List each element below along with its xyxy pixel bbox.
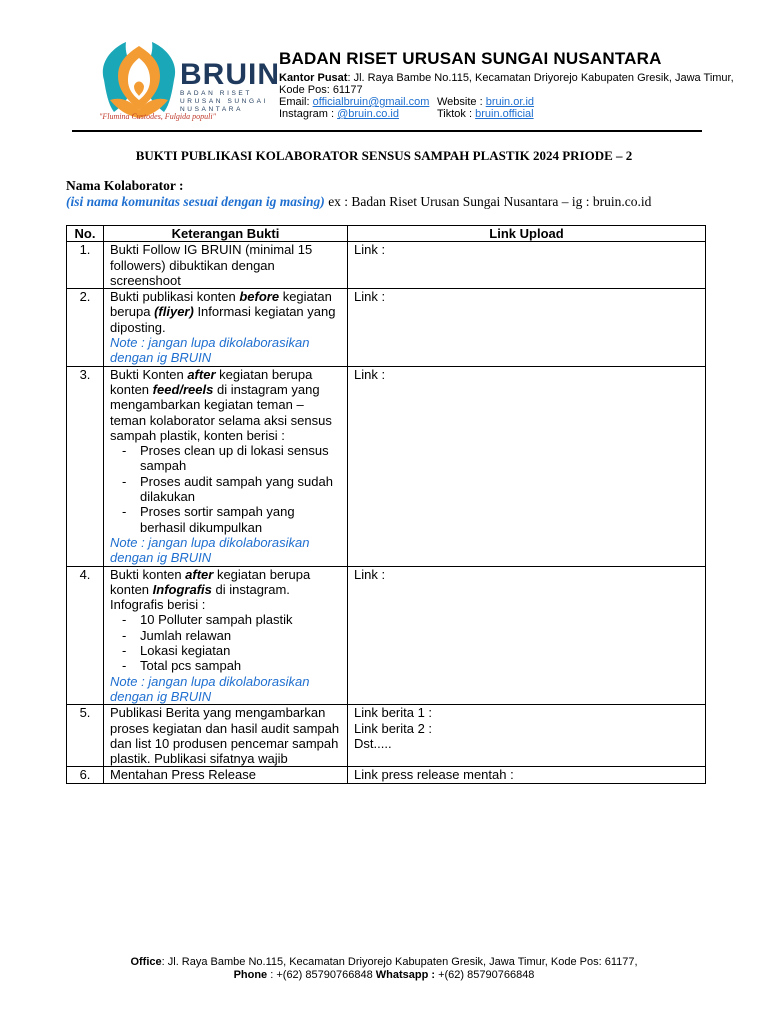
kantor-label: Kantor Pusat xyxy=(279,72,348,84)
list-item: - 10 Polluter sampah plastik xyxy=(124,612,341,627)
text: kegiatan berupa xyxy=(110,289,332,320)
table-row xyxy=(67,767,706,783)
text: di instagram yang mengambarkan kegiatan teman – teman kolaborator selama aksi sensus sampah plastik, konten berisi : xyxy=(110,381,332,443)
email-link[interactable]: officialbruin@gmail.com xyxy=(312,96,430,108)
text: kegiatan berupa konten xyxy=(110,366,313,397)
instagram-label: Instagram : xyxy=(279,108,338,120)
phone-label: Phone xyxy=(233,969,268,981)
row-link[interactable]: Link : xyxy=(348,566,706,705)
text: Bukti publikasi konten xyxy=(110,289,240,305)
office-label: Office xyxy=(130,956,162,968)
row-keterangan xyxy=(104,289,348,366)
emphasis: Infografis xyxy=(152,581,212,597)
row-no: 1. xyxy=(67,242,104,289)
row-keterangan: Publikasi Berita yang mengambarkan proses kegiatan dan hasil audit sampah dan list 10 produsen pencemar sampah plastik. Publikasi sifatnya wajib xyxy=(104,705,348,767)
row-link[interactable]: Link : xyxy=(348,289,706,366)
row-keterangan xyxy=(104,366,348,566)
header-keterangan: Keterangan Bukti xyxy=(104,226,348,242)
note: Note : jangan lupa dikolaborasikan dengan ig BRUIN xyxy=(110,534,310,566)
table-row xyxy=(67,242,706,289)
website-link[interactable]: bruin.or.id xyxy=(485,96,535,108)
list-item: - Total pcs sampah xyxy=(124,658,341,673)
row-no: 5. xyxy=(67,705,104,767)
brand-block xyxy=(180,60,280,114)
org-name: BADAN RISET URUSAN SUNGAI NUSANTARA xyxy=(279,49,662,68)
table-row xyxy=(67,366,706,566)
list-item: - Lokasi kegiatan xyxy=(124,643,341,658)
document-title: BUKTI PUBLIKASI KOLABORATOR SENSUS SAMPAH PLASTIK 2024 PRIODE – 2 xyxy=(135,148,633,163)
row-no: 2. xyxy=(67,289,104,366)
text: kegiatan berupa konten xyxy=(110,566,311,597)
instagram-link[interactable]: @bruin.co.id xyxy=(337,108,399,120)
instagram-line xyxy=(279,108,399,121)
nama-example: ex : Badan Riset Urusan Sungai Nusantara – ig : bruin.co.id xyxy=(324,194,652,209)
whatsapp-label: Whatsapp : xyxy=(375,969,436,981)
header-no: No. xyxy=(67,226,104,242)
kolaborator-block xyxy=(66,178,651,210)
text: Bukti konten xyxy=(110,566,186,582)
brand-sub-2: URUSAN SUNGAI xyxy=(180,98,268,105)
row-link[interactable] xyxy=(348,705,706,767)
emphasis: after xyxy=(187,366,216,382)
text: Bukti Konten xyxy=(110,366,188,382)
kantor-postal: Kode Pos: 61177 xyxy=(279,84,363,96)
row-no: 4. xyxy=(67,566,104,705)
note: Note : jangan lupa dikolaborasikan dengan ig BRUIN xyxy=(110,673,310,704)
kantor-address: : Jl. Raya Bambe No.115, Kecamatan Driyorejo Kabupaten Gresik, Jawa Timur, xyxy=(347,72,734,84)
link-dst: Dst..... xyxy=(354,735,392,751)
list-item: - Proses clean up di lokasi sensus sampah xyxy=(124,443,341,474)
whatsapp-number: +(62) 85790766848 xyxy=(435,969,535,981)
row-link[interactable]: Link : xyxy=(348,366,706,566)
tiktok-label: Tiktok : xyxy=(437,108,476,120)
website-label: Website : xyxy=(437,96,486,108)
bukti-table xyxy=(66,225,706,784)
emphasis: (fliyer) xyxy=(154,304,194,320)
office-address: : Jl. Raya Bambe No.115, Kecamatan Driyorejo Kabupaten Gresik, Jawa Timur, Kode Pos: 61177, xyxy=(161,956,638,968)
text: di instagram. Infografis berisi : xyxy=(110,581,290,613)
brand-sub-1: BADAN RISET xyxy=(180,90,252,97)
list-item: - Proses audit sampah yang sudah dilakukan xyxy=(124,474,341,505)
text: Informasi kegiatan yang diposting. xyxy=(110,304,336,335)
tiktok-link[interactable]: bruin.official xyxy=(475,108,534,120)
emphasis: after xyxy=(185,566,214,582)
header-divider xyxy=(72,130,702,132)
list-item: - Proses sortir sampah yang berhasil dikumpulkan xyxy=(124,504,341,535)
header-link: Link Upload xyxy=(348,226,706,242)
email-label: Email: xyxy=(279,96,313,108)
row-keterangan: Mentahan Press Release xyxy=(104,767,348,783)
nama-hint: (isi nama komunitas sesuai dengan ig masing) xyxy=(66,194,325,209)
table-row xyxy=(67,705,706,767)
phone-number: : +(62) 85790766848 xyxy=(267,969,376,981)
nama-label: Nama Kolaborator : xyxy=(66,178,184,193)
content-list xyxy=(110,612,341,673)
emphasis: before xyxy=(239,289,280,305)
footer xyxy=(0,956,768,982)
list-item: - Jumlah relawan xyxy=(124,628,341,643)
row-link[interactable]: Link : xyxy=(348,242,706,289)
link-berita-1[interactable]: Link berita 1 : xyxy=(354,705,433,721)
tagline: "Flumina Custodes, Fulgida populi" xyxy=(99,112,216,121)
emphasis: feed/reels xyxy=(152,381,214,397)
table-header-row xyxy=(67,226,706,242)
tiktok-line xyxy=(437,108,534,121)
link-berita-2[interactable]: Link berita 2 : xyxy=(354,720,433,736)
brand-name: BRUIN xyxy=(180,58,280,91)
table-row xyxy=(67,566,706,705)
row-no: 6. xyxy=(67,767,104,783)
table-row xyxy=(67,289,706,366)
content-list xyxy=(110,443,341,535)
row-link[interactable]: Link press release mentah : xyxy=(348,767,706,783)
row-no: 3. xyxy=(67,366,104,566)
row-keterangan: Bukti Follow IG BRUIN (minimal 15 followers) dibuktikan dengan screenshoot xyxy=(104,242,348,289)
note: Note : jangan lupa dikolaborasikan dengan ig BRUIN xyxy=(110,335,310,366)
row-keterangan xyxy=(104,566,348,705)
brand-sub-3: NUSANTARA xyxy=(180,106,244,113)
